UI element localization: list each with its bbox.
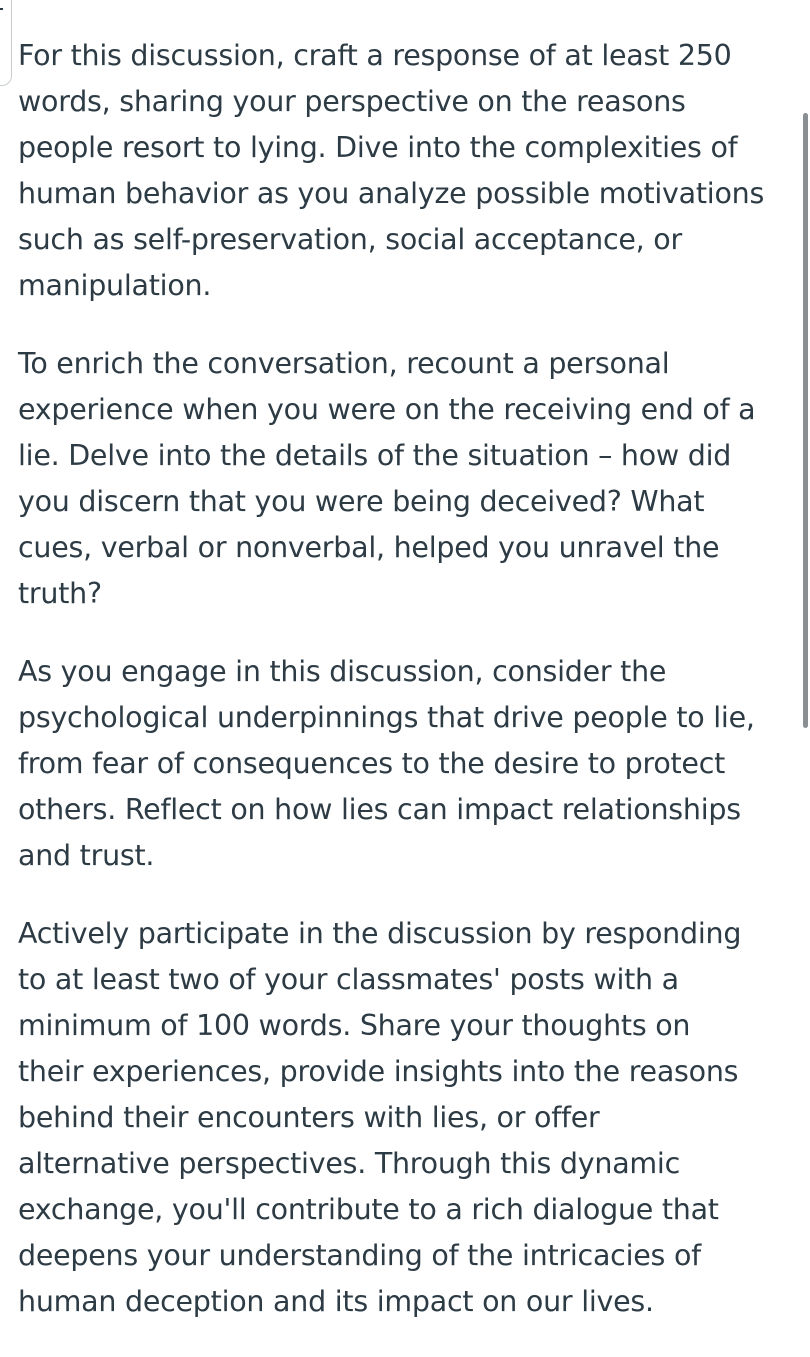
prompt-paragraph-2: To enrich the conversation, recount a personal experience when you were on the receiving end of a lie. Delve into the details of the situation – how did you discern that you were being deceived? What cues, verbal or nonverbal, helped you unravel the truth?	[18, 347, 756, 610]
prompt-paragraph-3: As you engage in this discussion, consider the psychological underpinnings that drive people to lie, from fear of consequences to the desire to protect others. Reflect on how lies can impact relationships and trust.	[18, 655, 755, 872]
prompt-paragraph-4: Actively participate in the discussion by responding to at least two of your classmates' posts with a minimum of 100 words. Share your thoughts on their experiences, provide insights into the reasons behind their encounters with lies, or offer alternative perspectives. Through this dynamic exchange, you'll contribute to a rich dialogue that deepens your understanding of the intricacies of human deception and its impact on our lives.	[18, 917, 742, 1318]
discussion-prompt	[18, 33, 788, 1357]
prompt-paragraph-1: For this discussion, craft a response of at least 250 words, sharing your perspective on the reasons people resort to lying. Dive into the complexities of human behavior as you analyze possible motivations such as self-preservation, social acceptance, or manipulation.	[18, 39, 765, 302]
vertical-scrollbar[interactable]	[803, 113, 808, 728]
collapsed-panel-edge[interactable]	[0, 0, 12, 86]
